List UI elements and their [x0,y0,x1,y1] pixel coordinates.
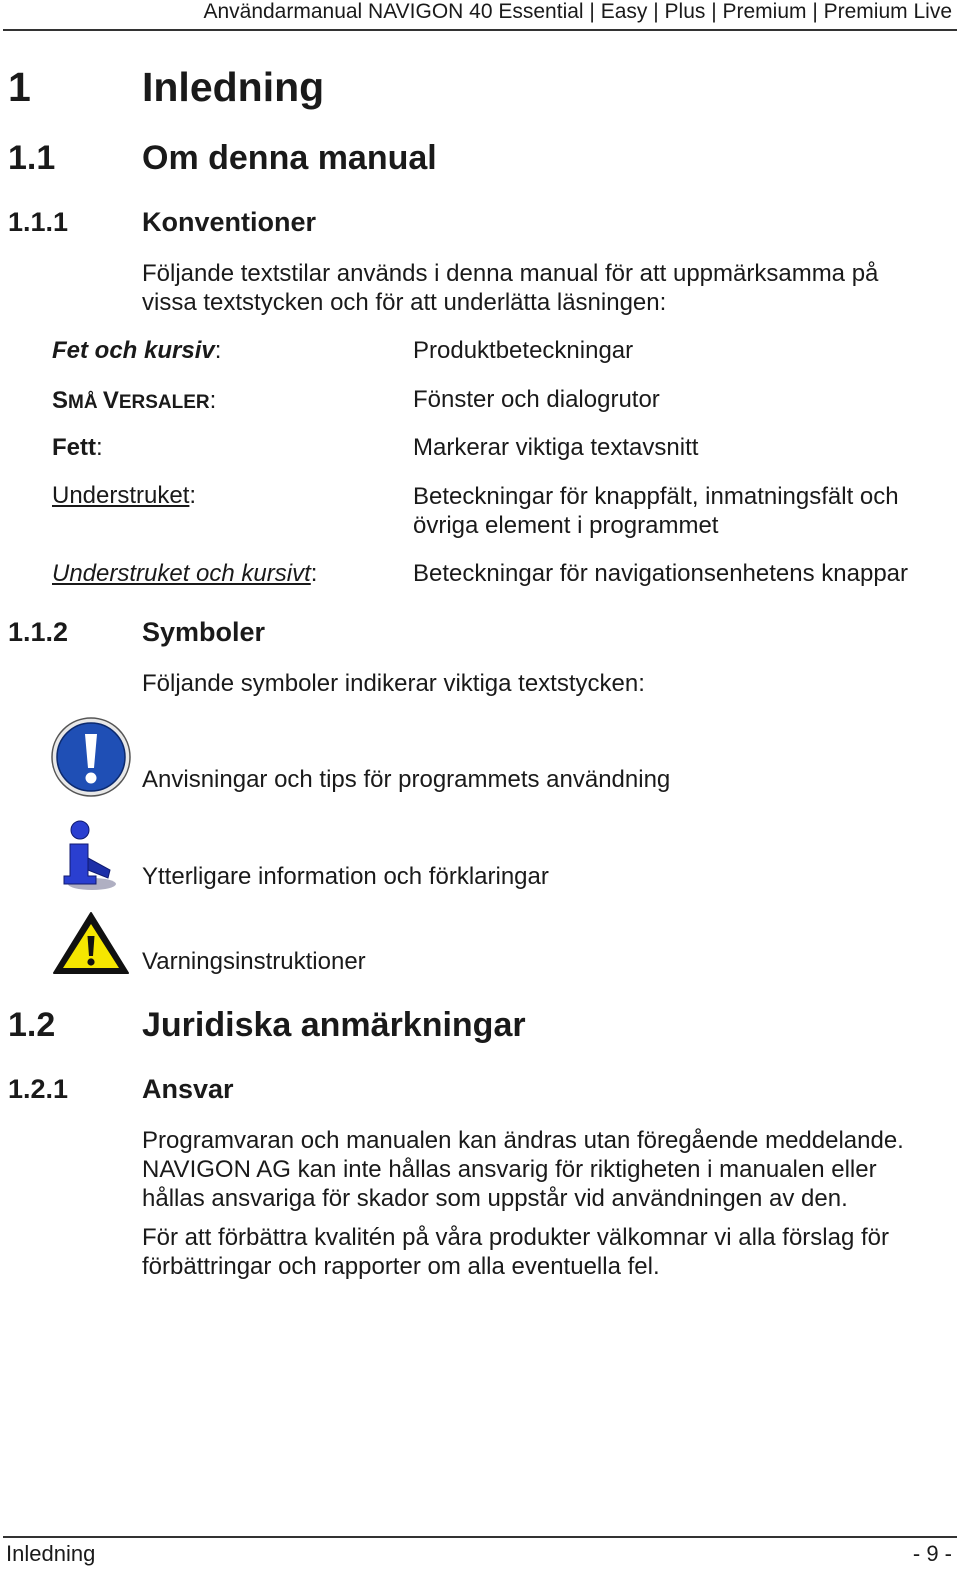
convention-label-small-caps: SMÅ VERSALER: [52,387,217,414]
section-1-2-title: Juridiska anmärkningar [142,1006,526,1044]
liability-p2-line2: förbättringar och rapporter om alla eventuella fel. [142,1253,660,1280]
symbol-text-info: Ytterligare information och förklaringar [142,863,549,890]
liability-p1-line1: Programvaran och manualen kan ändras utan föregående meddelande. [142,1127,904,1154]
chapter-number: 1 [8,64,31,110]
convention-desc-small-caps: Fönster och dialogrutor [413,386,660,413]
convention-desc-bold-italic: Produktbeteckningar [413,337,634,364]
symbol-text-warning: Varningsinstruktioner [142,948,366,975]
symbol-text-tips: Anvisningar och tips för programmets användning [142,766,671,793]
convention-label-underline: Understruket: [52,482,197,509]
footer-section: Inledning [6,1541,96,1566]
running-header: Användarmanual NAVIGON 40 Essential | Easy | Plus | Premium | Premium Live [203,0,952,23]
conventions-intro-line1: Följande textstilar används i denna manual för att uppmärksamma på [142,260,879,287]
convention-desc-underline-line1: Beteckningar för knappfält, inmatningsfält och [413,483,899,510]
section-1-2-number: 1.2 [8,1006,56,1044]
header-rule [3,29,957,31]
liability-p1-line3: hållas ansvariga för skador som uppstår vid användningen av den. [142,1185,848,1212]
symbols-intro: Följande symboler indikerar viktiga textstycken: [142,670,645,697]
footer-page-number: - 9 - [912,1541,952,1566]
conventions-intro-line2: vissa textstycken och för att underlätta läsningen: [142,289,667,316]
liability-p2-line1: För att förbättra kvalitén på våra produkter välkomnar vi alla förslag för [142,1224,889,1251]
section-1-2-1-title: Ansvar [142,1074,234,1104]
convention-label-underline-italic: Understruket och kursivt: [52,560,318,587]
section-1-1-2-title: Symboler [142,617,266,647]
section-1-2-1-number: 1.2.1 [8,1074,69,1104]
section-1-1-number: 1.1 [8,139,56,177]
convention-label-bold-italic: Fet och kursiv: [52,337,222,364]
convention-desc-underline-italic: Beteckningar för navigationsenhetens knappar [413,560,908,587]
section-1-1-1-title: Konventioner [142,207,317,237]
convention-desc-underline-line2: övriga element i programmet [413,512,719,539]
section-1-1-title: Om denna manual [142,139,437,177]
convention-label-bold: Fett: [52,434,103,461]
chapter-title: Inledning [142,64,325,110]
footer-rule [3,1536,957,1538]
section-1-1-2-number: 1.1.2 [8,617,69,647]
section-1-1-1-number: 1.1.1 [8,207,69,237]
warning-triangle-icon [52,910,130,976]
convention-desc-bold: Markerar viktiga textavsnitt [413,434,699,461]
info-figure-icon [56,818,120,892]
exclamation-circle-icon [50,716,132,798]
liability-p1-line2: NAVIGON AG kan inte hållas ansvarig för riktigheten i manualen eller [142,1156,877,1183]
